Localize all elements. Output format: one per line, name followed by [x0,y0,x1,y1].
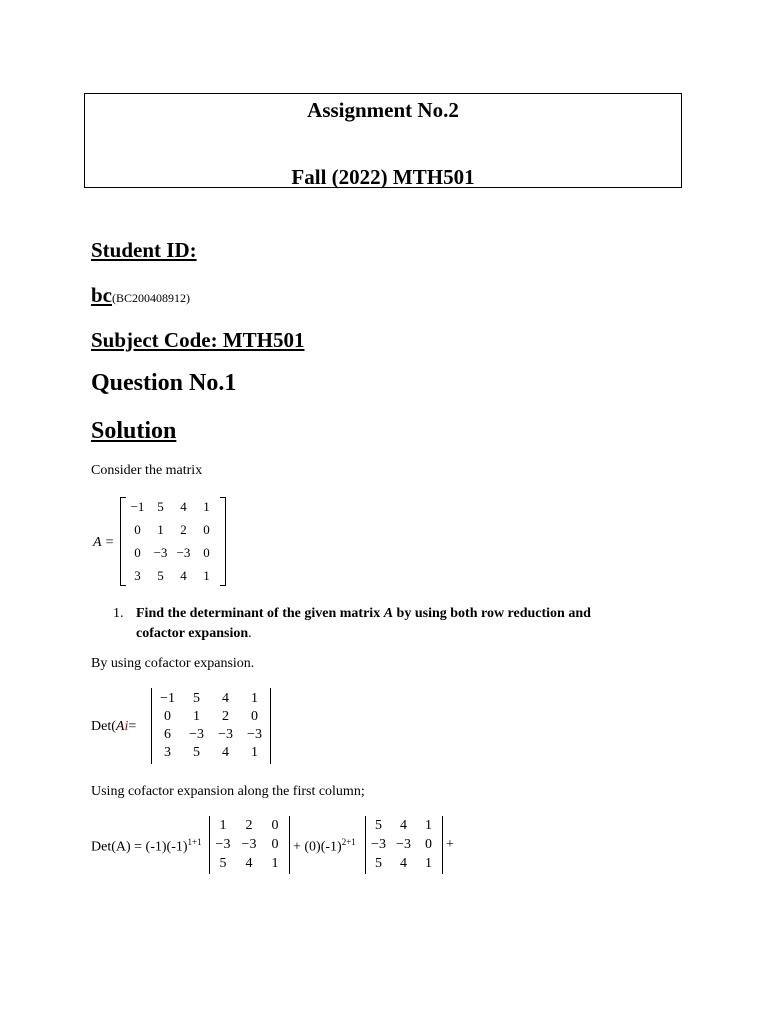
minor1-cell: 1 [219,818,227,833]
expansion-exp1: 1+1 [187,837,202,847]
matrix-a-cell: 4 [180,499,187,514]
minor1-cell: 4 [245,856,253,871]
minor2-cell: 1 [425,818,432,833]
minor2-cell: 5 [375,856,382,871]
det-matrix-cell: 1 [193,709,200,724]
solution-heading: Solution [91,418,177,444]
minor2-cell: 1 [425,856,432,871]
matrix-a-label: A = [93,535,115,550]
matrix-a-cell: −3 [153,545,168,560]
det-matrix-cell: −3 [189,727,204,742]
minor1-cell: 0 [271,818,279,833]
matrix-a-cell: 0 [134,522,141,537]
matrix-a-cell: −3 [176,545,191,560]
det-matrix-cell: 5 [193,745,200,760]
subject-code: Subject Code: MTH501 [91,328,305,352]
matrix-a-cell: 0 [203,522,210,537]
det-matrix-cell: 1 [251,745,258,760]
det-matrix-cell: 4 [222,745,229,760]
minor2-cell: 0 [425,837,432,852]
matrix-intro: Consider the matrix [91,463,203,478]
matrix-a-cell: 4 [180,568,187,583]
det-label-var: A [115,719,125,734]
matrix-a-cell: 0 [134,545,141,560]
expansion-prefix: Det(A) = (-1)(-1) [91,839,188,855]
task-number: 1. [113,606,124,621]
task-line-2 [136,626,252,642]
cofactor-intro: By using cofactor expansion. [91,656,255,671]
minor2-cell: 4 [400,818,407,833]
matrix-a-cell: 1 [203,568,210,583]
det-matrix-cell: 1 [251,691,258,706]
minor1-cell: −3 [215,837,231,852]
det-label-a: Det( [91,719,116,734]
matrix-a-cell: 1 [203,499,210,514]
matrix-a-cell: 5 [157,568,164,583]
assignment-subtitle: Fall (2022) MTH501 [291,165,475,189]
title-box [84,93,682,188]
task-text-end: . [248,626,252,641]
det-matrix-cell: 5 [193,691,200,706]
det-matrix-cell: 6 [164,727,171,742]
assignment-title: Assignment No.2 [307,98,459,122]
minor1-cell: 1 [271,856,279,871]
minor2-right-bar [442,816,443,874]
det-label-i: i [124,719,129,734]
student-id-label: Student ID: [91,238,197,262]
matrix-a-cell: 2 [180,522,187,537]
minor1-right-bar [289,816,290,874]
task-var: A [383,606,394,621]
minor2-cell: 4 [400,856,407,871]
minor2-cell: −3 [371,837,386,852]
det-matrix-cell: 0 [164,709,171,724]
task-text-c: cofactor expansion [136,626,249,641]
matrix-a-cell: 0 [203,545,210,560]
task-text-b: by using both row reduction and [393,606,591,621]
minor1-cell: 5 [219,856,227,871]
expansion-mid: + (0)(-1) [293,839,342,855]
det-matrix-cell: 0 [251,709,258,724]
student-id-line [91,283,190,308]
minor1-cell: −3 [241,837,257,852]
task-text-a: Find the determinant of the given matrix [136,606,384,621]
minor1-cell: 2 [245,818,253,833]
task-line-1 [136,606,591,622]
det-matrix-cell: −3 [218,727,233,742]
minor2-cell: −3 [396,837,411,852]
det-right-bar [270,688,271,764]
student-id-prefix: bc [91,283,112,307]
matrix-a-cell: −1 [130,499,145,514]
matrix-a-right-bracket [220,497,226,586]
det-label-eq: = [128,719,137,734]
expansion-prefix-wrap [91,837,202,856]
question-heading: Question No.1 [91,370,237,396]
column-intro: Using cofactor expansion along the first column; [91,784,365,799]
det-matrix-cell: 2 [222,709,229,724]
minor1-cell: 0 [271,837,279,852]
det-matrix-cell: 4 [222,691,229,706]
det-label [91,719,136,735]
det-matrix-cell: 3 [164,745,171,760]
det-matrix-cell: −1 [160,691,175,706]
matrix-a-cell: 3 [134,568,141,583]
expansion-mid-wrap [293,837,356,856]
det-matrix-cell: −3 [247,727,262,742]
matrix-a-cell: 5 [157,499,164,514]
matrix-a-cell: 1 [157,522,164,537]
expansion-end: + [446,837,454,852]
expansion-exp2: 2+1 [341,837,356,847]
minor2-cell: 5 [375,818,382,833]
det-left-bar [151,688,152,764]
student-id-value: (BC200408912) [112,291,190,305]
